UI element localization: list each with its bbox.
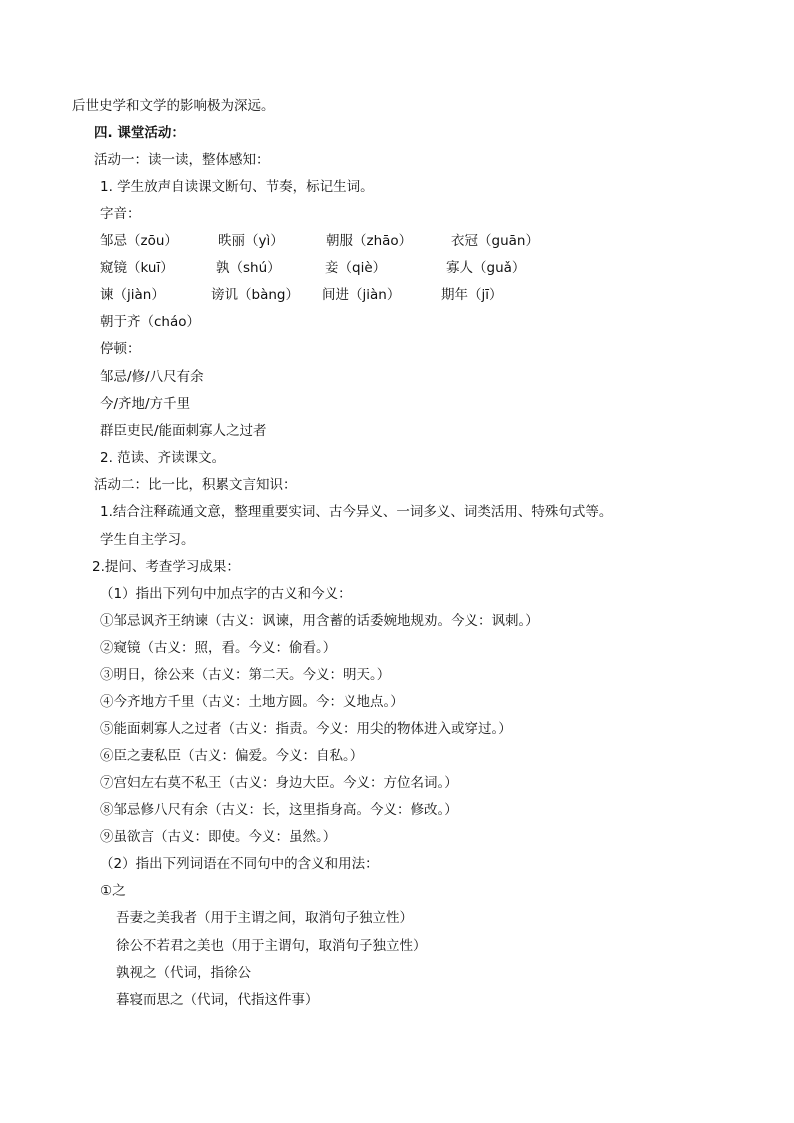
pronunciation-item: 朝服（zhāo） xyxy=(326,233,413,249)
pronunciation-item: 孰（shú） xyxy=(216,260,281,276)
q1-item: ⑥臣之妻私臣（古义：偏爱。今义：自私。） xyxy=(100,748,364,764)
q1-item: ③明日，徐公来（古义：第二天。今义：明天。） xyxy=(100,667,391,683)
q1-item: ①邹忌讽齐王纳谏（古义：讽谏，用含蓄的话委婉地规劝。今义：讽刺。） xyxy=(100,613,539,629)
pause-item: 邹忌/修/八尺有余 xyxy=(100,369,204,385)
q2-item: 孰视之（代词，指徐公 xyxy=(116,965,251,981)
pronunciation-item: 衣冠（guān） xyxy=(451,233,539,249)
pronunciation-item: 昳丽（yì） xyxy=(218,233,284,249)
pronunciation-label: 字音： xyxy=(100,206,141,222)
activity1-step1: 1. 学生放声自读课文断句、节奏，标记生词。 xyxy=(100,179,374,195)
activity2-step2: 2.提问、考查学习成果： xyxy=(92,559,240,575)
pronunciation-item: 窥镜（kuī） xyxy=(100,260,174,276)
q1-title: （1）指出下列句中加点字的古义和今义： xyxy=(100,586,352,602)
pronunciation-item: 期年（jī） xyxy=(441,287,503,303)
pronunciation-item: 妾（qiè） xyxy=(325,260,387,276)
intro-tail: 后世史学和文学的影响极为深远。 xyxy=(72,98,275,114)
q1-item: ⑤能面刺寡人之过者（古义：指责。今义：用尖的物体进入或穿过。） xyxy=(100,721,512,737)
q2-item: 暮寝而思之（代词，代指这件事） xyxy=(116,992,319,1008)
pronunciation-item: 朝于齐（cháo） xyxy=(100,314,201,330)
activity2-step1: 1.结合注释疏通文意，整理重要实词、古今异义、一词多义、词类活用、特殊句式等。 xyxy=(100,504,613,520)
activity1-step2: 2. 范读、齐读课文。 xyxy=(100,450,226,466)
q2-item: 吾妻之美我者（用于主谓之间，取消句子独立性） xyxy=(116,910,413,926)
q1-item: ⑨虽欲言（古义：即使。今义：虽然。） xyxy=(100,829,337,845)
q2-title: （2）指出下列词语在不同句中的含义和用法： xyxy=(100,856,379,872)
q1-item: ②窥镜（古义：照，看。今义：偷看。） xyxy=(100,640,337,656)
pause-item: 今/齐地/方千里 xyxy=(100,396,191,412)
pronunciation-item: 寡人（guǎ） xyxy=(446,260,526,276)
pronunciation-item: 谏（jiàn） xyxy=(100,287,165,303)
section-title: 四. 课堂活动： xyxy=(94,125,185,141)
activity1-title: 活动一：读一读，整体感知： xyxy=(94,152,270,168)
activity2-title: 活动二：比一比，积累文言知识： xyxy=(94,477,297,493)
pronunciation-item: 谤讥（bàng） xyxy=(211,287,299,303)
pronunciation-item: 邹忌（zōu） xyxy=(100,233,178,249)
q1-item: ⑧邹忌修八尺有余（古义：长，这里指身高。今义：修改。） xyxy=(100,802,458,818)
q2-item: 徐公不若君之美也（用于主谓句，取消句子独立性） xyxy=(116,938,427,954)
q1-item: ⑦宫妇左右莫不私王（古义：身边大臣。今义：方位名词。） xyxy=(100,775,458,791)
q1-item: ④今齐地方千里（古义：土地方圆。今：义地点。） xyxy=(100,694,404,710)
pause-label: 停顿： xyxy=(100,341,141,357)
q2-sub: ①之 xyxy=(100,883,126,899)
self-study: 学生自主学习。 xyxy=(100,532,195,548)
pause-item: 群臣吏民/能面刺寡人之过者 xyxy=(100,423,267,439)
pronunciation-item: 间进（jiàn） xyxy=(322,287,401,303)
